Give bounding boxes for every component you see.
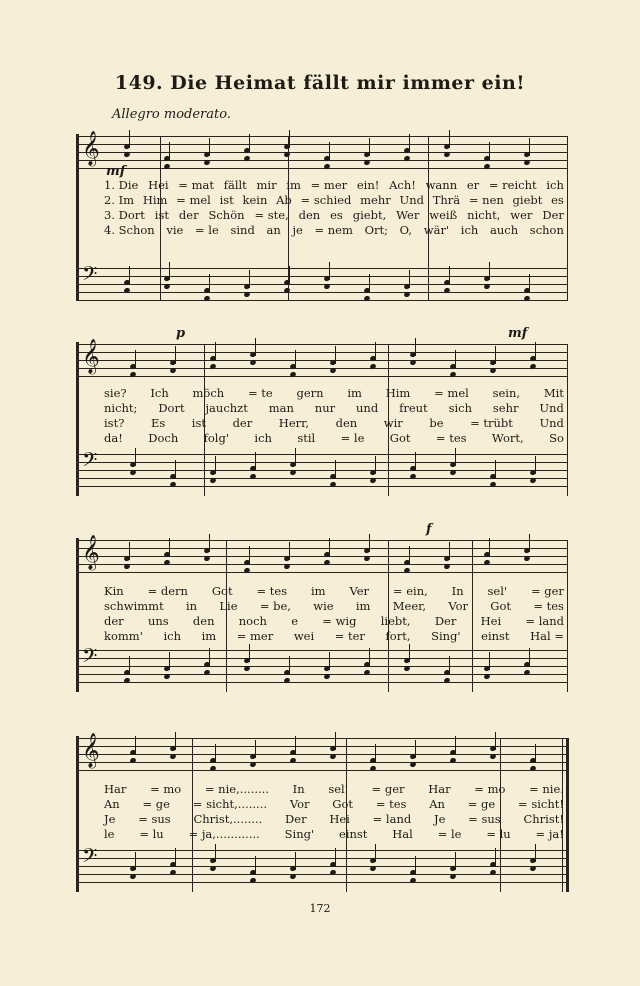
- lyric-syllable: kein: [242, 193, 268, 207]
- lyric-syllable: Him: [142, 193, 168, 207]
- note-stem: [415, 338, 416, 356]
- music-system-1: [76, 128, 568, 300]
- lyric-syllable: = land: [372, 812, 412, 826]
- lyric-syllable: = be,: [259, 599, 291, 613]
- treble-clef-icon: 𝄞: [82, 535, 100, 570]
- lyric-syllable: sich: [448, 401, 472, 415]
- page-number: 172: [309, 902, 331, 915]
- note-stem: [249, 134, 250, 152]
- lyric-syllable: Meer,: [392, 599, 427, 613]
- lyric-syllable: Hal =: [530, 629, 564, 643]
- note-stem: [135, 448, 136, 466]
- lyric-syllable: giebt,: [352, 208, 387, 222]
- lyric-syllable: Dort: [158, 401, 185, 415]
- hymn-title: 149. Die Heimat fällt mir immer ein!: [114, 72, 526, 94]
- lyric-syllable: Got: [490, 599, 512, 613]
- lyric-syllable: Sing': [284, 827, 315, 841]
- lyric-syllable: wir: [383, 416, 403, 430]
- note-stem: [249, 644, 250, 662]
- lyric-syllable: = ger: [530, 584, 564, 598]
- lyric-syllable: Und: [399, 193, 424, 207]
- lyric-syllable: le: [104, 827, 115, 841]
- lyric-syllable: sel': [328, 782, 348, 796]
- note-stem: [169, 652, 170, 670]
- lyric-syllable: = schied: [300, 193, 352, 207]
- note-stem: [209, 648, 210, 666]
- note-stem: [449, 266, 450, 284]
- lyric-syllable: je: [292, 223, 303, 237]
- lyric-syllable: schon: [529, 223, 564, 237]
- dynamic-mf: mf: [106, 164, 126, 179]
- lyric-syllable: auch: [490, 223, 519, 237]
- lyric-syllable: = tes: [533, 599, 564, 613]
- note-stem: [409, 644, 410, 662]
- note-stem: [329, 652, 330, 670]
- lyric-syllable: uns: [147, 614, 169, 628]
- note-stem: [289, 266, 290, 284]
- lyric-verse-line: [104, 797, 564, 812]
- lyric-syllable: wie: [313, 599, 334, 613]
- note-stem: [329, 538, 330, 556]
- lyric-syllable: Hal: [392, 827, 413, 841]
- lyric-syllable: schwimmt: [104, 599, 164, 613]
- lyric-syllable: wer: [510, 208, 533, 222]
- dynamic-mf: mf: [508, 326, 528, 341]
- lyric-syllable: Herr,: [278, 416, 310, 430]
- lyric-syllable: = lu: [139, 827, 164, 841]
- note-stem: [175, 732, 176, 750]
- note-stem: [335, 460, 336, 478]
- note-stem: [409, 270, 410, 288]
- note-stem: [375, 744, 376, 762]
- lyric-syllable: = mel: [176, 193, 211, 207]
- lyric-syllable: da!: [104, 431, 123, 445]
- note-stem: [209, 274, 210, 292]
- lyric-verse-line: [104, 584, 564, 599]
- lyric-syllable: Je: [433, 812, 446, 826]
- note-stem: [495, 460, 496, 478]
- lyric-syllable: freut: [399, 401, 428, 415]
- lyric-syllable: wann: [425, 178, 458, 192]
- music-system-4: [76, 730, 568, 892]
- note-stem: [169, 262, 170, 280]
- lyric-syllable: = tes: [256, 584, 288, 598]
- note-stem: [369, 648, 370, 666]
- lyric-syllable: = ein,: [392, 584, 428, 598]
- lyric-syllable: = reicht: [488, 178, 537, 192]
- lyric-syllable: ist: [154, 208, 169, 222]
- note-stem: [169, 142, 170, 160]
- lyric-syllable: sind: [230, 223, 255, 237]
- lyric-syllable: fällt: [223, 178, 247, 192]
- note-stem: [369, 274, 370, 292]
- lyric-syllable: der: [104, 614, 124, 628]
- lyric-syllable: 1. Die: [104, 178, 139, 192]
- note-stem: [255, 740, 256, 758]
- lyrics-block: [104, 178, 564, 238]
- lyric-syllable: ist: [219, 193, 234, 207]
- lyric-syllable: sein,: [492, 386, 521, 400]
- lyric-verse-line: [104, 208, 564, 223]
- lyric-syllable: im: [355, 599, 371, 613]
- lyric-syllable: = ger: [371, 782, 405, 796]
- lyric-verse-line: [104, 401, 564, 416]
- lyric-syllable: = tes: [375, 797, 407, 811]
- note-stem: [489, 262, 490, 280]
- lyric-syllable: Mit: [543, 386, 564, 400]
- note-stem: [289, 656, 290, 674]
- lyric-syllable: = nie,........: [204, 782, 269, 796]
- lyric-syllable: Kin: [104, 584, 124, 598]
- lyric-syllable: ich: [546, 178, 564, 192]
- music-system-3: [76, 522, 568, 692]
- lyric-syllable: = nie.: [529, 782, 564, 796]
- note-stem: [175, 346, 176, 364]
- lyric-syllable: den: [192, 614, 215, 628]
- lyric-verse-line: [104, 416, 564, 431]
- lyric-syllable: liebt,: [380, 614, 411, 628]
- lyric-syllable: ich: [163, 629, 181, 643]
- note-stem: [135, 736, 136, 754]
- note-stem: [135, 852, 136, 870]
- note-stem: [129, 656, 130, 674]
- lyric-syllable: der: [178, 208, 199, 222]
- lyric-syllable: Und: [539, 401, 564, 415]
- lyric-syllable: Je: [104, 812, 116, 826]
- lyric-verse-line: [104, 782, 564, 797]
- lyric-verse-line: [104, 386, 564, 401]
- lyric-syllable: = sicht!: [518, 797, 564, 811]
- lyric-syllable: jauchzt: [205, 401, 248, 415]
- note-stem: [215, 342, 216, 360]
- note-stem: [535, 844, 536, 862]
- note-stem: [449, 542, 450, 560]
- lyric-syllable: = ter: [334, 629, 365, 643]
- lyric-syllable: = trübt: [470, 416, 513, 430]
- lyric-syllable: ist?: [104, 416, 125, 430]
- bass-clef-icon: 𝄢: [82, 262, 98, 290]
- lyric-syllable: = wig: [322, 614, 357, 628]
- music-system-2: [76, 326, 568, 496]
- bass-staff: [76, 268, 568, 300]
- tempo-marking: Allegro moderato.: [112, 107, 231, 122]
- lyric-syllable: einst: [339, 827, 368, 841]
- note-stem: [455, 350, 456, 368]
- note-stem: [415, 740, 416, 758]
- treble-staff: [76, 535, 568, 572]
- lyric-syllable: = le: [195, 223, 219, 237]
- lyric-syllable: An: [429, 797, 445, 811]
- lyric-syllable: Got: [389, 431, 411, 445]
- lyric-syllable: in: [186, 599, 198, 613]
- lyric-syllable: 3. Dort: [104, 208, 145, 222]
- note-stem: [295, 448, 296, 466]
- lyric-syllable: einst: [481, 629, 510, 643]
- lyric-syllable: stil: [297, 431, 316, 445]
- lyric-syllable: = nen: [468, 193, 504, 207]
- note-stem: [175, 848, 176, 866]
- dynamic-p: p: [176, 326, 186, 341]
- note-stem: [209, 534, 210, 552]
- note-stem: [529, 534, 530, 552]
- treble-clef-icon: 𝄞: [82, 131, 100, 166]
- lyric-syllable: an: [266, 223, 281, 237]
- note-stem: [495, 346, 496, 364]
- lyric-syllable: e: [291, 614, 299, 628]
- note-stem: [289, 130, 290, 148]
- note-stem: [289, 542, 290, 560]
- lyric-syllable: Christ!: [523, 812, 564, 826]
- lyric-syllable: mehr: [360, 193, 391, 207]
- lyric-syllable: nicht;: [104, 401, 138, 415]
- lyric-syllable: Der: [434, 614, 457, 628]
- note-stem: [255, 856, 256, 874]
- lyric-syllable: 2. Im: [104, 193, 135, 207]
- note-stem: [375, 844, 376, 862]
- note-stem: [335, 848, 336, 866]
- note-stem: [455, 852, 456, 870]
- lyric-syllable: fort,: [385, 629, 411, 643]
- note-stem: [255, 452, 256, 470]
- note-stem: [249, 546, 250, 564]
- lyric-syllable: Christ,........: [193, 812, 263, 826]
- note-stem: [455, 448, 456, 466]
- treble-clef-icon: 𝄞: [82, 339, 100, 374]
- note-stem: [529, 274, 530, 292]
- lyric-syllable: es: [551, 193, 564, 207]
- lyric-syllable: noch: [238, 614, 267, 628]
- note-stem: [535, 744, 536, 762]
- lyric-syllable: = mo: [150, 782, 182, 796]
- bass-clef-icon: 𝄢: [82, 448, 98, 476]
- note-stem: [529, 138, 530, 156]
- lyric-verse-line: [104, 431, 564, 446]
- lyric-syllable: Lie: [219, 599, 238, 613]
- note-stem: [489, 652, 490, 670]
- lyrics-block: [104, 386, 564, 446]
- lyric-syllable: = le: [340, 431, 365, 445]
- lyric-syllable: = sus: [138, 812, 171, 826]
- note-stem: [409, 134, 410, 152]
- lyric-syllable: = ge: [467, 797, 496, 811]
- note-stem: [335, 346, 336, 364]
- lyric-syllable: es: [330, 208, 343, 222]
- lyric-syllable: im: [310, 584, 326, 598]
- note-stem: [175, 460, 176, 478]
- note-stem: [415, 856, 416, 874]
- note-stem: [449, 130, 450, 148]
- note-stem: [249, 270, 250, 288]
- note-stem: [129, 266, 130, 284]
- lyric-syllable: Ab: [276, 193, 292, 207]
- note-stem: [495, 848, 496, 866]
- lyric-syllable: im: [286, 178, 301, 192]
- lyric-verse-line: [104, 178, 564, 193]
- note-stem: [295, 852, 296, 870]
- lyric-verse-line: [104, 827, 564, 842]
- lyric-syllable: = land: [525, 614, 564, 628]
- note-stem: [375, 456, 376, 474]
- lyric-syllable: Der: [285, 812, 307, 826]
- note-stem: [215, 456, 216, 474]
- lyric-syllable: Ort;: [364, 223, 388, 237]
- note-stem: [495, 732, 496, 750]
- lyric-syllable: und: [356, 401, 379, 415]
- dynamic-f: f: [426, 522, 432, 537]
- note-stem: [335, 732, 336, 750]
- lyric-syllable: = ja,............: [188, 827, 260, 841]
- lyric-syllable: nur: [314, 401, 336, 415]
- bass-staff: [76, 650, 568, 682]
- note-stem: [215, 844, 216, 862]
- note-stem: [415, 452, 416, 470]
- lyric-syllable: = mat: [178, 178, 214, 192]
- lyric-verse-line: [104, 193, 564, 208]
- lyric-syllable: = lu: [486, 827, 511, 841]
- lyric-syllable: man: [268, 401, 294, 415]
- lyric-syllable: In: [451, 584, 464, 598]
- note-stem: [255, 338, 256, 356]
- lyric-syllable: = te: [247, 386, 273, 400]
- lyric-syllable: In: [292, 782, 305, 796]
- lyrics-block: [104, 584, 564, 644]
- bass-clef-icon: 𝄢: [82, 644, 98, 672]
- note-stem: [529, 648, 530, 666]
- lyric-syllable: der: [232, 416, 253, 430]
- lyric-syllable: Thrä: [432, 193, 461, 207]
- lyric-syllable: Hei: [148, 178, 169, 192]
- lyric-syllable: wär': [423, 223, 450, 237]
- lyric-syllable: vie: [166, 223, 184, 237]
- lyric-syllable: = mel: [434, 386, 469, 400]
- note-stem: [489, 538, 490, 556]
- lyric-syllable: O,: [399, 223, 413, 237]
- lyric-syllable: Sing': [431, 629, 461, 643]
- lyric-syllable: gern: [296, 386, 324, 400]
- note-stem: [329, 142, 330, 160]
- lyric-syllable: Him: [385, 386, 411, 400]
- bass-clef-icon: 𝄢: [82, 844, 98, 872]
- lyric-syllable: ich: [254, 431, 272, 445]
- lyric-syllable: Har: [428, 782, 451, 796]
- lyric-verse-line: [104, 599, 564, 614]
- note-stem: [169, 538, 170, 556]
- note-stem: [129, 130, 130, 148]
- lyric-syllable: = sus: [468, 812, 501, 826]
- lyric-syllable: Schön: [208, 208, 245, 222]
- note-stem: [369, 534, 370, 552]
- note-stem: [489, 142, 490, 160]
- note-stem: [295, 736, 296, 754]
- lyric-syllable: = mer: [236, 629, 274, 643]
- lyric-syllable: folg': [203, 431, 230, 445]
- lyric-syllable: Hei: [329, 812, 350, 826]
- lyric-syllable: Ver: [349, 584, 370, 598]
- treble-clef-icon: 𝄞: [82, 733, 100, 768]
- note-stem: [535, 342, 536, 360]
- note-stem: [209, 138, 210, 156]
- note-stem: [295, 350, 296, 368]
- lyrics-block: [104, 782, 564, 842]
- lyric-verse-line: [104, 614, 564, 629]
- lyric-syllable: sel': [487, 584, 508, 598]
- lyric-syllable: im: [201, 629, 217, 643]
- lyric-syllable: An: [104, 797, 120, 811]
- lyric-syllable: er: [466, 178, 480, 192]
- lyric-syllable: Doch: [148, 431, 179, 445]
- lyric-syllable: Vor: [289, 797, 310, 811]
- lyric-syllable: ich: [460, 223, 479, 237]
- lyric-syllable: Es: [150, 416, 166, 430]
- lyric-syllable: möch: [192, 386, 225, 400]
- note-stem: [369, 138, 370, 156]
- note-stem: [535, 456, 536, 474]
- lyric-verse-line: [104, 812, 564, 827]
- lyric-syllable: So: [549, 431, 564, 445]
- lyric-syllable: komm': [104, 629, 143, 643]
- lyric-syllable: be: [429, 416, 444, 430]
- note-stem: [409, 546, 410, 564]
- treble-staff: [76, 131, 568, 168]
- note-stem: [455, 736, 456, 754]
- note-stem: [215, 744, 216, 762]
- lyric-syllable: = ste,: [254, 208, 289, 222]
- note-stem: [129, 542, 130, 560]
- lyric-syllable: giebt: [512, 193, 543, 207]
- lyric-syllable: sehr: [492, 401, 519, 415]
- lyric-syllable: Wer: [396, 208, 420, 222]
- lyric-syllable: = nem: [314, 223, 353, 237]
- lyric-syllable: sie?: [104, 386, 127, 400]
- lyric-syllable: mir: [256, 178, 277, 192]
- lyric-syllable: Ich: [150, 386, 169, 400]
- lyric-syllable: den: [335, 416, 358, 430]
- lyric-syllable: Der: [542, 208, 564, 222]
- lyric-syllable: 4. Schon: [104, 223, 155, 237]
- lyric-syllable: Har: [104, 782, 127, 796]
- lyric-syllable: ein!: [356, 178, 380, 192]
- lyric-syllable: Got: [332, 797, 354, 811]
- lyric-syllable: = sicht,........: [192, 797, 268, 811]
- lyric-syllable: = ge: [142, 797, 170, 811]
- lyric-syllable: nicht,: [467, 208, 501, 222]
- note-stem: [449, 656, 450, 674]
- lyric-syllable: wei: [293, 629, 315, 643]
- lyric-verse-line: [104, 629, 564, 644]
- lyric-syllable: Hei: [480, 614, 502, 628]
- lyric-syllable: den: [298, 208, 321, 222]
- lyric-syllable: = mer: [310, 178, 348, 192]
- lyric-syllable: Ach!: [389, 178, 416, 192]
- lyric-syllable: = mo: [474, 782, 506, 796]
- note-stem: [135, 350, 136, 368]
- lyric-syllable: = le: [437, 827, 462, 841]
- lyric-syllable: Wort,: [491, 431, 524, 445]
- lyric-syllable: ist: [191, 416, 206, 430]
- lyric-syllable: Vor: [448, 599, 468, 613]
- lyric-syllable: im: [347, 386, 362, 400]
- lyric-syllable: = dern: [147, 584, 188, 598]
- lyric-verse-line: [104, 223, 564, 238]
- lyric-syllable: Und: [539, 416, 564, 430]
- lyric-syllable: Got: [211, 584, 233, 598]
- lyric-syllable: = ja!: [535, 827, 564, 841]
- note-stem: [329, 262, 330, 280]
- lyric-syllable: = tes: [435, 431, 467, 445]
- lyric-syllable: weiß: [429, 208, 458, 222]
- note-stem: [375, 342, 376, 360]
